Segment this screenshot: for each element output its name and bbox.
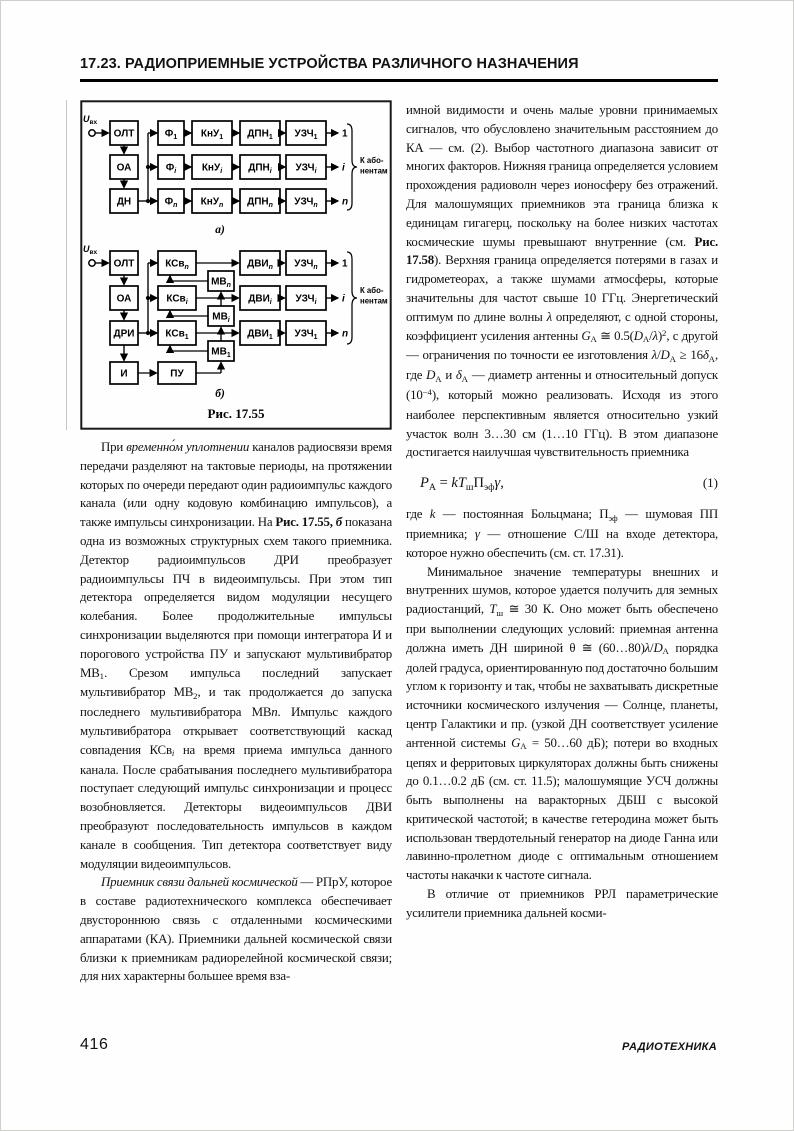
output-channel-label: n [342, 328, 349, 340]
text-segment: ≅ 0.5( [596, 328, 634, 343]
diagram-block [286, 286, 326, 310]
text-segment: = 50…60 дБ); потери во входных цепях и ферритовых циркуляторах должны быть снижены до 0.1…0.2 дБ (см. ст. 11.5); малошумящие УСЧ должны быть выполнены на варакторных ДБШ с высокой критической частотой; в качестве гетеродина может быть использован твердотельный генератор на диоде Ганна или лавинно-пролетном диоде с оптимальным отношением частоты накачки к частоте сигнала. [406, 735, 719, 883]
diagram-block [286, 121, 326, 145]
text-segment: А [642, 334, 650, 345]
block-label: ОА [116, 293, 132, 305]
input-signal-label: $U_{вх}$ [83, 114, 98, 126]
text-segment: 2 [193, 690, 198, 701]
text-segment: А [669, 353, 676, 364]
block-label: КнУ$_1$ [200, 128, 224, 142]
text-segment: — шумовая ПП приемника; [406, 507, 718, 541]
diagram-block [240, 251, 280, 275]
paragraph-formula-legend [406, 505, 718, 562]
text-segment: ш [496, 607, 504, 618]
figure-caption: Рис. 17.55 [207, 406, 265, 421]
text-segment: θ [569, 640, 576, 655]
text-segment: А [590, 334, 597, 345]
input-terminal [89, 260, 95, 266]
text-segment: где [406, 507, 430, 522]
text-segment: ) [657, 328, 663, 343]
text-segment: — диаметр антенны и относительный допуск (10 [406, 368, 718, 402]
block-label: КнУ$_i$ [201, 162, 223, 176]
text-segment: i [171, 748, 175, 759]
block-label: $ДПН_n$ [247, 196, 273, 210]
subscribers-label: нентам [360, 166, 388, 176]
text-segment: ≥ 16 [675, 348, 703, 363]
text-segment: А [428, 481, 436, 493]
block-diagram [80, 100, 392, 430]
diagram-block [110, 155, 138, 179]
text-segment: П [473, 475, 484, 492]
block-label: $Ф_i$ [165, 162, 177, 176]
formula-1 [406, 475, 718, 492]
block-label: $ДВИ_n$ [247, 258, 273, 272]
text-segment: λ [644, 640, 651, 655]
text-segment: δ [702, 348, 709, 363]
subscribers-label: К або- [360, 286, 384, 295]
text-segment: б [335, 515, 343, 530]
text-segment: А [435, 373, 442, 384]
text-segment: γ [474, 526, 480, 541]
text-segment: Рис. 17.58 [406, 234, 718, 268]
block-label: КСв$_i$ [166, 293, 188, 307]
paragraph-noise-temperature [406, 563, 718, 886]
text-segment: / [650, 640, 654, 655]
text-segment: , [500, 475, 504, 492]
block-label: $ДПН_1$ [247, 128, 273, 142]
figure-17-55 [80, 100, 392, 430]
diagram-block [286, 155, 326, 179]
block-label: $ДВИ_i$ [248, 293, 272, 307]
text-segment: ). Верхняя граница определяется потерями в газах и гидрометеорах, а также шумами атмосферы, которые значительны для частот свыше 10 ГГц. Энергетический оптимум по длине волны [406, 253, 718, 324]
chapter-header: 17.23. РАДИОПРИЕМНЫЕ УСТРОЙСТВА РАЗЛИЧНОГО НАЗНАЧЕНИЯ [80, 56, 579, 72]
block-label: И [120, 368, 128, 380]
right-column [406, 101, 718, 923]
diagram-block [286, 189, 326, 213]
diagram-block [158, 155, 184, 179]
formula-expression [420, 475, 504, 492]
text-segment: ш [465, 481, 474, 493]
block-label: $ДВИ_1$ [247, 328, 273, 342]
text-segment: −4 [422, 387, 432, 398]
diagram-block [158, 286, 196, 310]
input-terminal [89, 130, 95, 136]
text-segment: определяют, с одной стороны, коэффициент усиления антенны [406, 309, 718, 343]
text-segment: ≅ (60…80) [575, 640, 645, 655]
text-segment: . Срезом импульса последний запускает мультивибратор МВ [80, 665, 392, 700]
text-segment: D [633, 328, 643, 343]
block-label: ОА [116, 162, 132, 174]
output-channel-label: 1 [342, 128, 348, 140]
block-label: $МВ_n$ [211, 276, 231, 290]
diagram-block [208, 306, 234, 326]
text-segment: γ [494, 475, 501, 492]
diagram-block [110, 121, 138, 145]
output-channel-label: i [342, 293, 345, 305]
text-segment: , и так продолжается до запуска последнего мультивибратора МВ [80, 685, 392, 720]
diagram-block [192, 189, 232, 213]
text-segment: λ [651, 348, 658, 363]
paragraph-rrl-difference [406, 885, 718, 923]
text-segment: kT [451, 475, 466, 492]
text-segment: эф [483, 481, 495, 493]
text-segment: Приемник связи дальней космической [101, 875, 298, 890]
output-channel-label: 1 [342, 258, 348, 270]
formula-number: (1) [702, 475, 718, 491]
diagram-block [158, 121, 184, 145]
diagram-block [158, 189, 184, 213]
diagram-block [240, 121, 280, 145]
diagram-block [110, 251, 138, 275]
text-segment: D [426, 368, 436, 383]
text-segment: порядка долей градуса, ориентированную под достаточно большим углом к горизонту и так, чтобы не захватывать дискретные источники космического излучения — Солнце, планеты, центр Галактики и пр. (узкой ДН соответствует усиление антенной системы [406, 640, 718, 750]
text-segment: А [520, 741, 527, 752]
text-segment: ≅ 30 К. Оно может быть обеспечено при выполнении следующих условий: приемная антенна должна иметь ДН шириной [406, 602, 718, 655]
text-segment: имной видимости и очень малые уровни принимаемых сигналов, что обусловлено значительным расстоянием до КА — см. (2). Выбор частотного диапазона зависит от многих факторов. Нижняя граница определяется условием прохождения радиоволн через ионосферу без отражений. Для малошумящих приемников эта граница близка к единицам гигагерц, поскольку на более низких частотах космические шумы превышают внутренние (см. [406, 103, 718, 249]
subscribers-label: К або- [360, 156, 384, 165]
block-label: КСв$_1$ [165, 328, 189, 342]
text-segment: — постоянная Больцмана; П [435, 507, 609, 522]
text-segment: / [649, 328, 653, 343]
text-segment: ), который можно реализовать. Исходя из этого наиболее перспективным является относительно узкий участок волн 3…30 см (1…10 ГГц). В этом диапазоне достигается наилучшая чувствительность приемника [406, 387, 718, 460]
diagram-block [110, 286, 138, 310]
input-signal-label: $U_{вх}$ [83, 244, 98, 256]
diagram-block [240, 155, 280, 179]
text-segment: Минимальное значение температуры внешних и внутренних шумов, которое удается получить для земных радиостанций, [406, 564, 718, 617]
block-label: ДН [116, 196, 132, 208]
diagram-block [158, 321, 196, 345]
text-segment: 1 [99, 671, 105, 682]
block-label: $УЗЧ_i$ [295, 162, 317, 176]
output-channel-label: i [342, 162, 345, 174]
text-segment: каналов радиосвязи время передачи разделяют на тактовые периоды, на протяжении которых по очереди передают один радиоимпульс каждого канала (или одну кодовую комбинацию импульсов), а также импульсы синхронизации. На [80, 440, 392, 530]
text-segment: n [271, 705, 278, 720]
block-label: $УЗЧ_1$ [294, 128, 318, 142]
text-segment: δ [455, 368, 462, 383]
block-label: КСв$_n$ [165, 258, 189, 272]
text-segment: показана одна из возможных структурных схем такого приемника. Детектор радиоимпульсов ДРИ преобразует радиоимпульсы ПЧ в видеоимпульсы. При этом тип детектора определяется видом модуляции несущего колебания. Более продолжительные импульсы синхронизации выделяются при помощи интегратора И и порогового устройства ПУ и запускают мультивибратор МВ [80, 515, 392, 680]
block-label: ОЛТ [113, 128, 135, 140]
diagram-block [208, 341, 234, 361]
page-number: 416 [80, 1036, 109, 1053]
text-segment: А [461, 373, 469, 384]
diagram-block [286, 321, 326, 345]
text-segment: D [660, 348, 670, 363]
block-label: $ДПН_i$ [248, 162, 272, 176]
text-segment: А [708, 353, 715, 364]
text-segment: В отличие от приемников РРЛ параметрические усилители приемника дальней косми- [406, 887, 718, 920]
text-segment: G [581, 328, 591, 343]
block-label: $УЗЧ_i$ [295, 293, 317, 307]
part-label: б) [215, 388, 225, 400]
block-label: $УЗЧ_n$ [294, 258, 318, 272]
text-segment: , с другой — ограничения по точности ее изготовления [406, 328, 718, 363]
text-segment: G [511, 735, 521, 750]
block-label: $УЗЧ_1$ [294, 328, 318, 342]
block-label: ОЛТ [113, 258, 135, 270]
text-segment: = [435, 475, 452, 492]
diagram-block [192, 121, 232, 145]
text-segment: — РПрУ, которое в составе радиотехнического комплекса обеспечивает двустороннюю связь с отдаленными космическими аппаратами (КА). Приемники дальней космической связи близки к приемникам радиорелейной космической связи; для них характерны большее время вза- [80, 875, 392, 984]
text-segment: и [441, 368, 456, 383]
diagram-block [192, 155, 232, 179]
diagram-block [110, 362, 138, 384]
block-label: $Ф_1$ [164, 128, 178, 142]
diagram-block [110, 321, 138, 345]
brace [347, 124, 357, 210]
diagram-block [110, 189, 138, 213]
diagram-block [208, 271, 234, 291]
text-segment: . Импульс каждого мультивибратора открывает соответствующий каскад совпадения КСв [80, 705, 392, 757]
text-segment: При [101, 440, 127, 454]
block-label: КнУ$_n$ [200, 196, 224, 210]
text-segment: — отношение С/Ш на входе детектора, которое нужно обеспечить (см. ст. 17.31). [406, 526, 718, 560]
block-label: $МВ_1$ [211, 346, 231, 360]
part-label: а) [215, 224, 225, 236]
block-label: $Ф_n$ [164, 196, 178, 210]
text-segment: T [489, 602, 497, 617]
text-segment: D [653, 640, 663, 655]
text-segment: временно́м уплотнении [126, 440, 250, 454]
brace [347, 252, 357, 344]
text-segment: k [429, 507, 436, 522]
text-segment: , где [406, 348, 718, 383]
scan-artifact [66, 100, 67, 430]
diagram-block [158, 251, 196, 275]
text-segment: λ [652, 328, 658, 343]
text-segment: 2 [662, 327, 667, 338]
block-label: $УЗЧ_n$ [294, 196, 318, 210]
text-segment: эф [608, 512, 618, 523]
diagram-block [240, 189, 280, 213]
left-column [80, 100, 392, 986]
paragraph-frequency-range [406, 101, 718, 462]
text-segment: Рис. 17.55, [275, 515, 336, 530]
text-segment: λ [546, 309, 552, 324]
paragraph-time-multiplex [80, 438, 392, 873]
text-segment: / [657, 348, 661, 363]
diagram-block [158, 362, 196, 384]
paragraph-deep-space-receiver [80, 873, 392, 986]
output-channel-label: n [342, 196, 349, 208]
diagram-block [240, 321, 280, 345]
text-segment: А [662, 646, 669, 657]
diagram-block [286, 251, 326, 275]
block-label: $МВ_i$ [212, 311, 230, 325]
block-label: ПУ [170, 368, 184, 380]
subscribers-label: нентам [360, 296, 388, 306]
diagram-block [240, 286, 280, 310]
block-label: ДРИ [113, 328, 135, 340]
footer-brand: РАДИОТЕХНИКА [622, 1041, 717, 1053]
text-segment: на время приема импульса данного канала. После срабатывания последнего мультивибратора поступает следующий импульс синхронизации и процесс возобновляется. Детекторы видеоимпульсов ДВИ преобразуют последовательность импульсов в каждом канале в сообщения. Тип детектора соответствует виду модуляции видеоимпульсов. [80, 742, 392, 871]
text-segment: P [420, 475, 429, 492]
header-rule [80, 79, 718, 82]
